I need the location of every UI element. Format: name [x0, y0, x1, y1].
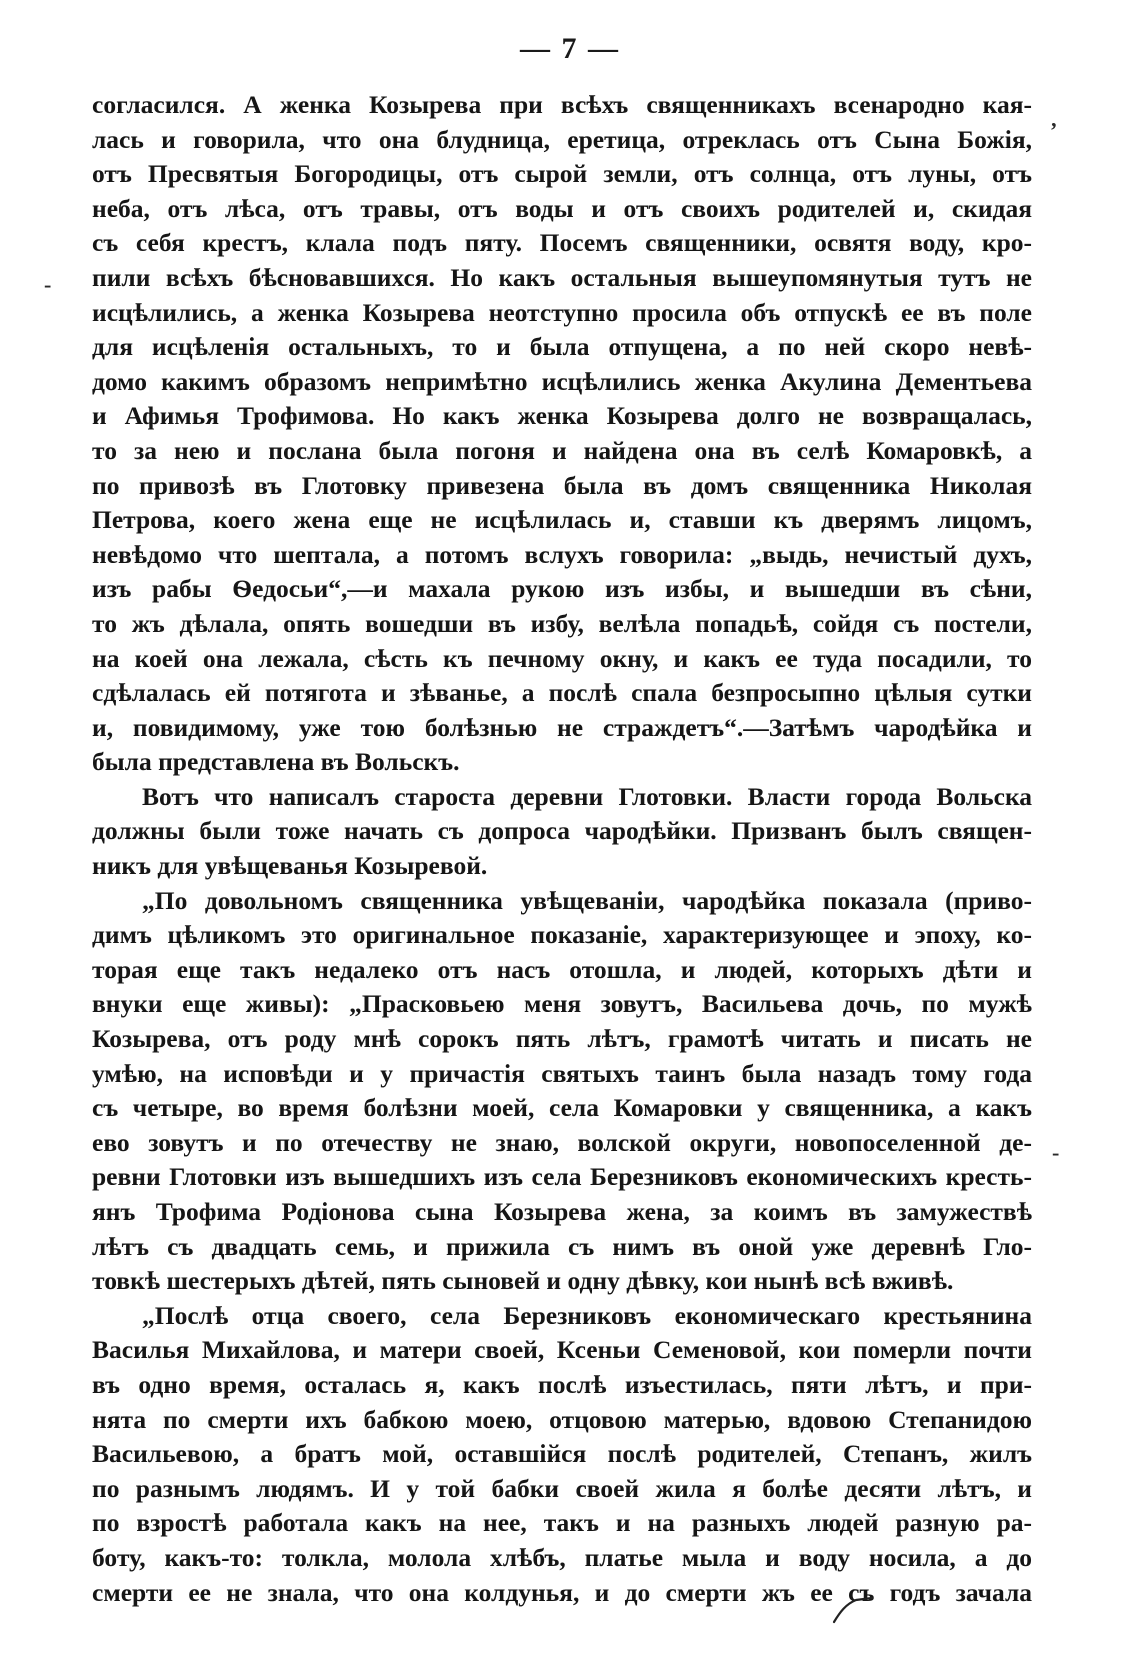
text-line: димъ цѣликомъ это оригинальное показаніе, характеризующее и эпоху, ко- [92, 920, 1032, 950]
text-line: „По довольномъ священника увѣщеваніи, чародѣйка показала (приво- [142, 885, 1032, 915]
text-line: Вотъ что написалъ староста деревни Глотовки. Власти города Вольска [142, 781, 1032, 811]
text-line: невѣдомо что шептала, а потомъ вслухъ говорила: „выдь, нечистый духъ, [92, 539, 1032, 569]
text-line: и Афимья Трофимова. Но какъ женка Козырева долго не возвращалась, [92, 401, 1032, 431]
text-line: лѣтъ съ двадцать семь, и прижила съ нимъ въ оной уже деревнѣ Гло- [92, 1231, 1032, 1261]
text-line: Василья Михайлова, и матери своей, Ксеньи Семеновой, кои померли почти [92, 1335, 1032, 1365]
stray-mark: ʼ [1050, 118, 1058, 143]
text-line: умѣю, на исповѣди и у причастія святыхъ таинъ была назадъ тому года [92, 1058, 1032, 1088]
text-line: смерти ее не знала, что она колдунья, и до смерти жъ ее съ годъ зачала [92, 1577, 1032, 1607]
text-line: изъ рабы Ѳедосьи“,—и махала рукою изъ избы, и вышедши въ сѣни, [92, 574, 1032, 604]
text-line: торая еще такъ недалеко отъ насъ отошла, и людей, которыхъ дѣти и [92, 954, 1032, 984]
text-line: пили всѣхъ бѣсновавшихся. Но какъ остальныя вышеупомянутыя тутъ не [92, 262, 1032, 292]
body-text [92, 88, 1032, 1610]
text-line: внуки еще живы): „Прасковьею меня зовутъ, Васильева дочь, по мужѣ [92, 989, 1032, 1019]
text-line: никъ для увѣщеванья Козыревой. [92, 851, 488, 881]
text-line: товкѣ шестерыхъ дѣтей, пять сыновей и одну дѣвку, кои нынѣ всѣ вживѣ. [92, 1266, 954, 1296]
text-line: ревни Глотовки изъ вышедшихъ изъ села Березниковъ економическихъ кресть- [92, 1162, 1032, 1192]
text-line: согласился. А женка Козырева при всѣхъ священникахъ всенародно кая- [92, 90, 1032, 119]
text-line: лась и говорила, что она блудница, еретица, отреклась отъ Сына Божія, [92, 124, 1032, 154]
text-line: нята по смерти ихъ бабкою моею, отцовою матерью, вдовою Степанидою [92, 1404, 1032, 1434]
text-line: „Послѣ отца своего, села Березниковъ економическаго крестьянина [142, 1300, 1032, 1330]
text-line: неба, отъ лѣса, отъ травы, отъ воды и отъ своихъ родителей и, скидая [92, 193, 1032, 223]
stray-mark: - [1052, 1140, 1060, 1165]
text-line: должны были тоже начать съ допроса чародѣйки. Призванъ былъ священ- [92, 816, 1032, 846]
text-line: по взростѣ работала какъ на нее, такъ и на разныхъ людей разную ра- [92, 1508, 1032, 1538]
text-line: съ себя крестъ, клала подъ пяту. Посемъ священники, освятя воду, кро- [92, 228, 1032, 258]
text-line: была представлена въ Вольскъ. [92, 747, 460, 777]
text-line: домо какимъ образомъ непримѣтно исцѣлились женка Акулина Дементьева [92, 366, 1032, 396]
text-line: по разнымъ людямъ. И у той бабки своей жила я болѣе десяти лѣтъ, и [92, 1473, 1032, 1503]
text-line: въ одно время, осталась я, какъ послѣ изъестилась, пяти лѣтъ, и при- [92, 1369, 1032, 1399]
stray-mark: - [44, 272, 52, 297]
pen-stroke-mark [826, 1588, 876, 1628]
text-line: Васильевою, а братъ мой, оставшійся послѣ родителей, Степанъ, жилъ [92, 1439, 1032, 1469]
text-line: то жъ дѣлала, опять вошедши въ избу, велѣла попадьѣ, сойдя съ постели, [92, 608, 1032, 638]
text-line: по привозѣ въ Глотовку привезена была въ домъ священника Николая [92, 470, 1032, 500]
text-line: Козырева, отъ роду мнѣ сорокъ пять лѣтъ, грамотѣ читать и писать не [92, 1024, 1032, 1054]
text-line: ево зовутъ и по отечеству не знаю, волской округи, новопоселенной де- [92, 1127, 1032, 1157]
text-line: сдѣлалась ей потягота и зѣванье, а послѣ спала безпросыпно цѣлыя сутки [92, 678, 1032, 708]
text-line: и, повидимому, уже тою болѣзнью не страждетъ“.—Затѣмъ чародѣйка и [92, 712, 1032, 742]
text-line: боту, какъ-то: толкла, молола хлѣбъ, платье мыла и воду носила, а до [92, 1542, 1032, 1572]
page-number: — 7 — [520, 32, 620, 65]
text-line: исцѣлились, а женка Козырева неотступно просила объ отпускѣ ее въ поле [92, 297, 1032, 327]
text-line: отъ Пресвятыя Богородицы, отъ сырой земли, отъ солнца, отъ луны, отъ [92, 159, 1032, 189]
text-line: янъ Трофима Родіонова сына Козырева жена, за коимъ въ замужествѣ [92, 1197, 1032, 1226]
text-line: для исцѣленія остальныхъ, то и была отпущена, а по ней скоро невѣ- [92, 332, 1032, 362]
text-line: на коей она лежала, сѣсть къ печному окну, и какъ ее туда посадили, то [92, 643, 1032, 673]
text-line: то за нею и послана была погоня и найдена она въ селѣ Комаровкѣ, а [92, 435, 1032, 465]
text-line: съ четыре, во время болѣзни моей, села Комаровки у священника, а какъ [92, 1093, 1032, 1123]
text-line: Петрова, коего жена еще не исцѣлилась и, ставши къ дверямъ лицомъ, [92, 505, 1032, 535]
